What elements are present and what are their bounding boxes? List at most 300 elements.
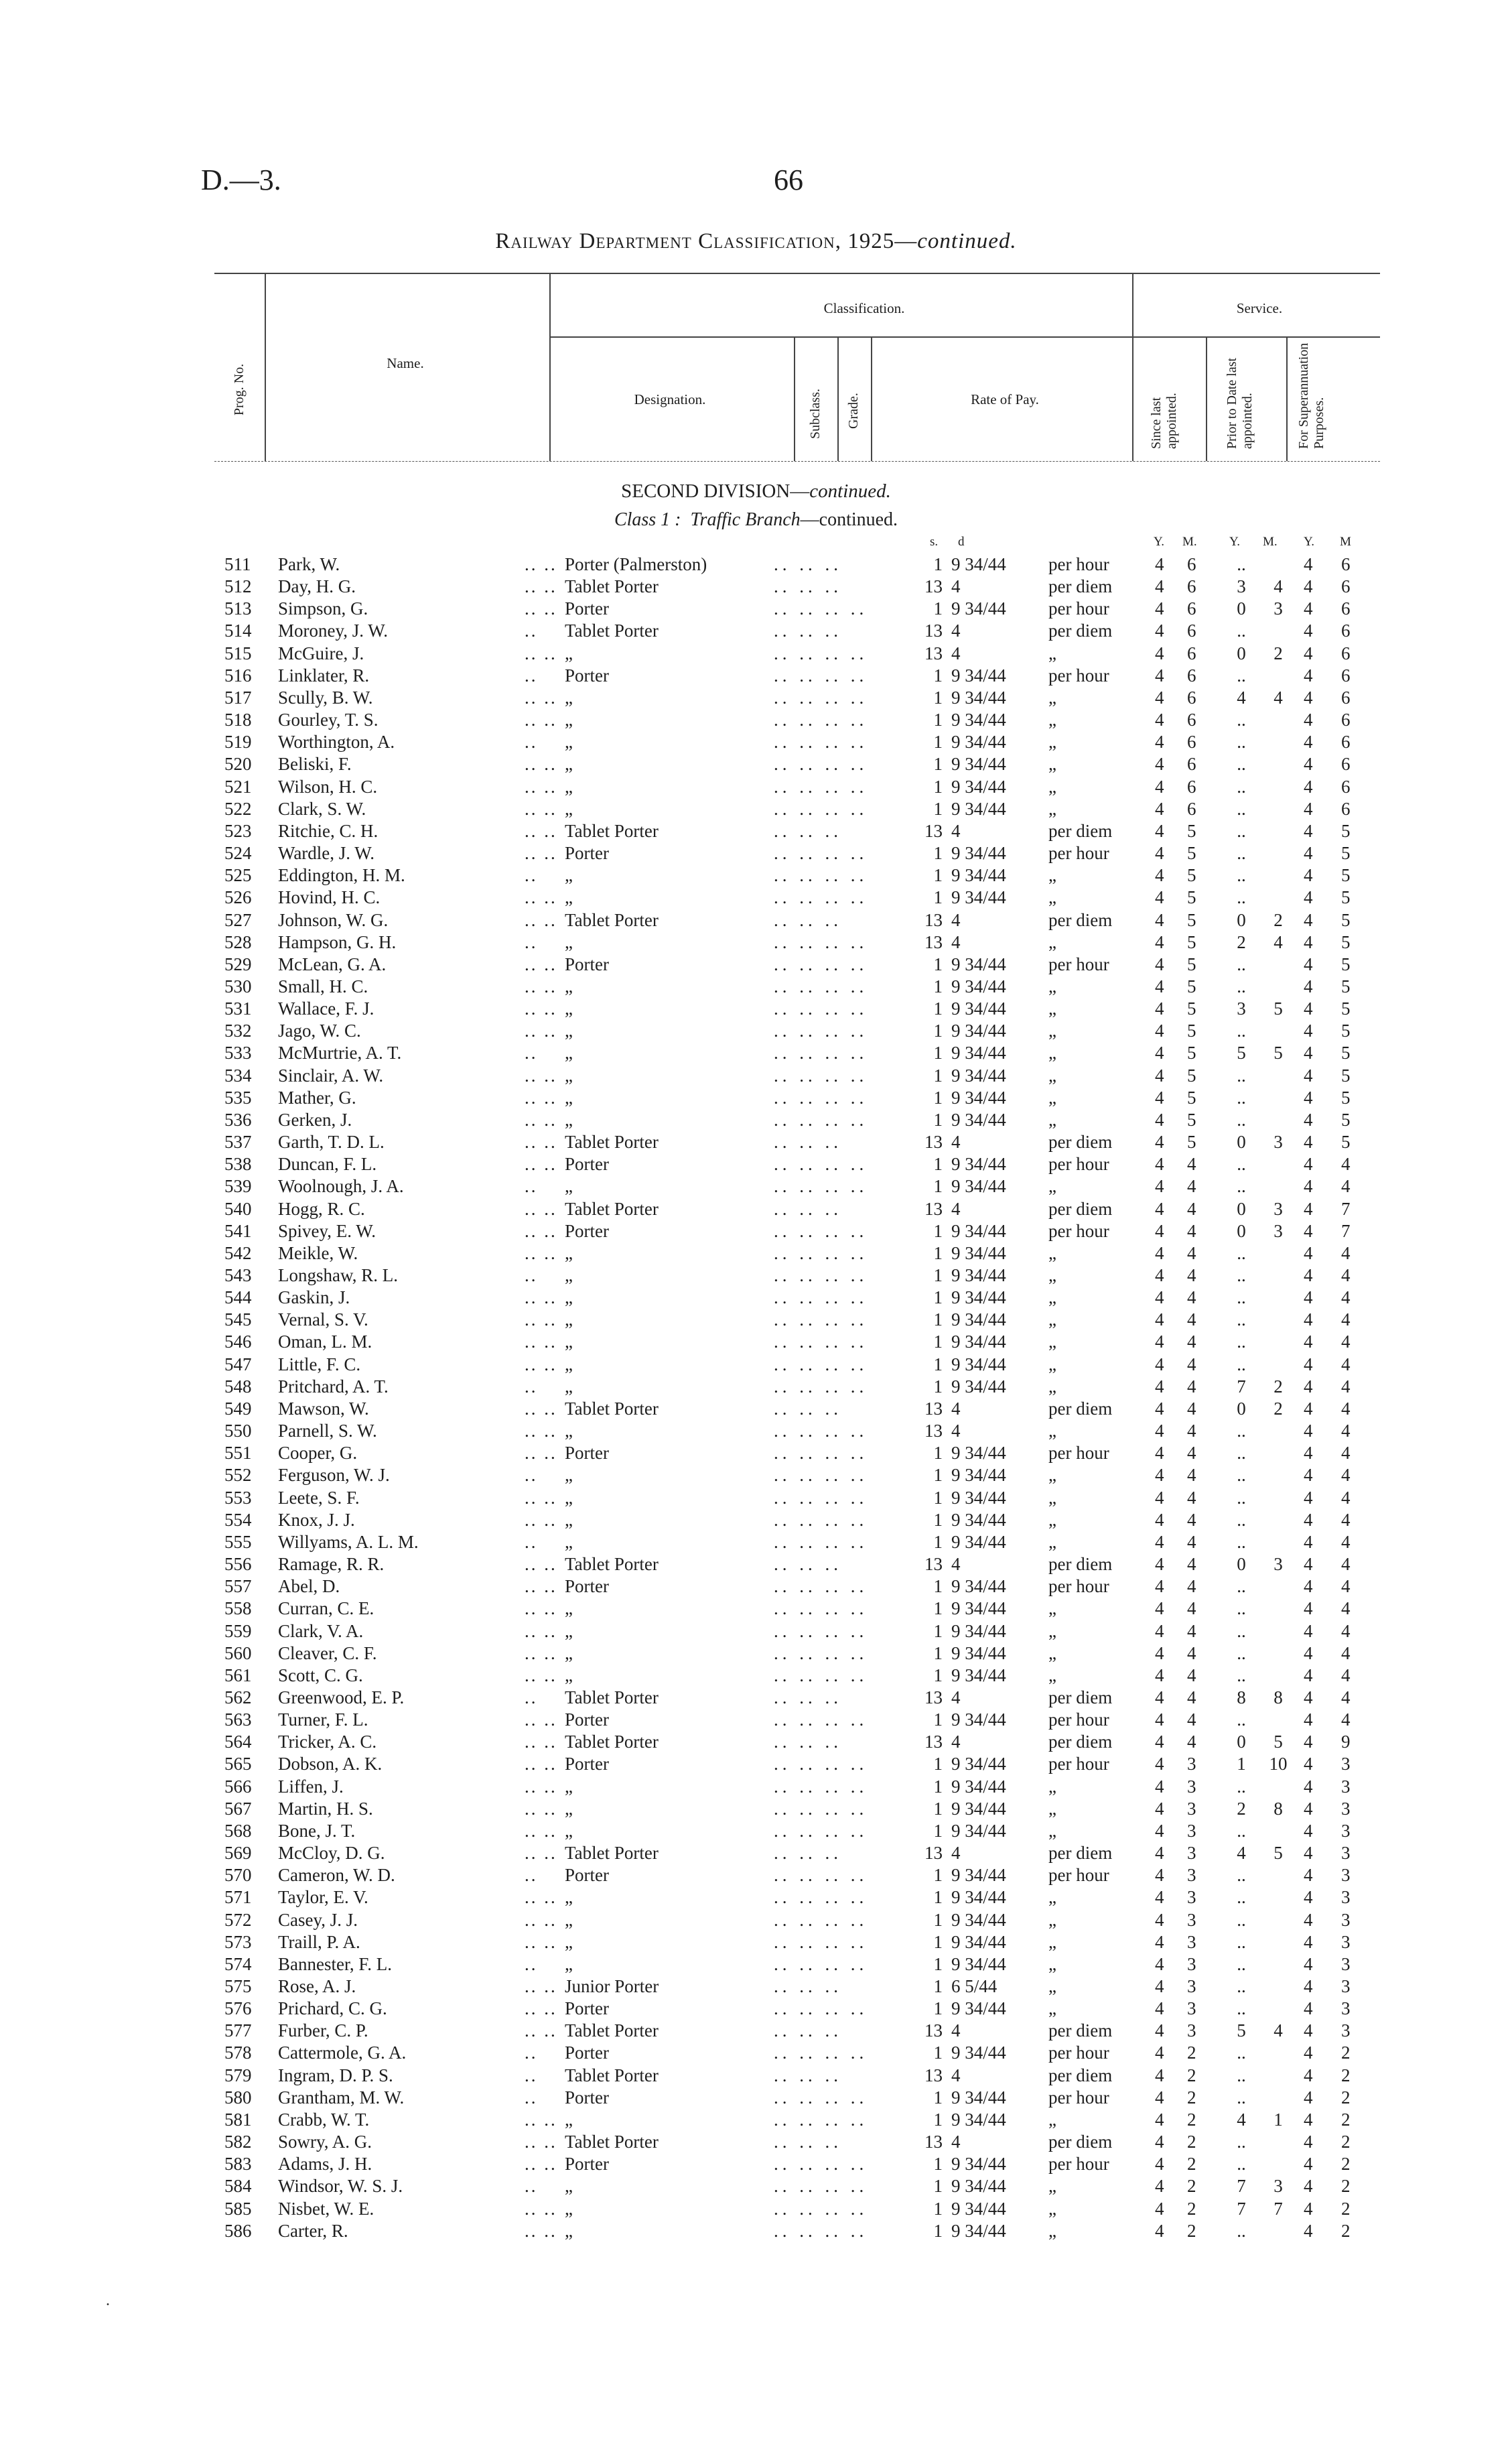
rate-shillings: 13 bbox=[924, 1132, 943, 1153]
table-row bbox=[0, 2131, 1512, 2153]
super-years: 4 bbox=[1304, 2198, 1313, 2219]
leader-dots: .. .. .. .. bbox=[774, 976, 868, 996]
super-years: 4 bbox=[1304, 1953, 1313, 1974]
leader-dots: .. .. .. .. bbox=[774, 1220, 868, 1241]
super-months: 4 bbox=[1341, 1487, 1351, 1508]
leader-dots: .. .. .. .. bbox=[774, 2087, 868, 2108]
leader-dots: .. .. .. .. bbox=[774, 1576, 868, 1597]
classification-rule bbox=[549, 336, 1380, 338]
since-months: 5 bbox=[1187, 1065, 1196, 1086]
rate-pence: 4 bbox=[951, 1132, 961, 1153]
super-months: 4 bbox=[1341, 1309, 1351, 1330]
prior-years: .. bbox=[1237, 2043, 1246, 2063]
leader-dots: .. .. .. .. bbox=[774, 1309, 868, 1330]
rate-pence: 9 34/44 bbox=[951, 843, 1006, 864]
since-months: 5 bbox=[1187, 998, 1196, 1019]
table-row bbox=[0, 687, 1512, 709]
rate-pence: 9 34/44 bbox=[951, 1931, 1006, 1952]
prog-no: 517 bbox=[224, 687, 252, 708]
rate-shillings: 1 bbox=[933, 1665, 943, 1685]
class-title: Class 1 : Traffic Branch—continued. bbox=[614, 509, 898, 530]
employee-name: Scully, B. W. bbox=[278, 687, 373, 708]
employee-name: Ramage, R. R. bbox=[278, 1554, 385, 1575]
leader-dots: .. .. .. .. bbox=[774, 1465, 868, 1486]
prior-months: 5 bbox=[1274, 1732, 1283, 1752]
prior-years: .. bbox=[1237, 1487, 1246, 1508]
leader-dots: .. .. .. .. bbox=[774, 1909, 868, 1930]
super-months: 4 bbox=[1341, 1620, 1351, 1641]
leader-dots: .. .. bbox=[525, 1576, 557, 1597]
leader-dots: .. .. bbox=[525, 1909, 557, 1930]
super-years: 4 bbox=[1304, 1598, 1313, 1619]
super-years: 4 bbox=[1304, 2109, 1313, 2130]
prog-no: 546 bbox=[224, 1332, 252, 1352]
super-months: 6 bbox=[1341, 598, 1351, 619]
prog-no-header: Prog. No. bbox=[232, 363, 247, 415]
leader-dots: .. .. bbox=[525, 820, 557, 841]
since-years: 4 bbox=[1155, 798, 1164, 819]
designation: „ bbox=[565, 2109, 573, 2130]
super-years: 4 bbox=[1304, 1665, 1313, 1685]
super-years: 4 bbox=[1304, 1021, 1313, 1041]
leader-dots: .. .. bbox=[525, 554, 557, 574]
super-years: 4 bbox=[1304, 1976, 1313, 1996]
since-years: 4 bbox=[1155, 1909, 1164, 1930]
since-years: 4 bbox=[1155, 843, 1164, 864]
prior-months: 4 bbox=[1274, 931, 1283, 952]
rate-shillings: 1 bbox=[933, 1909, 943, 1930]
prog-no: 566 bbox=[224, 1776, 252, 1797]
super-months: 3 bbox=[1341, 1931, 1351, 1952]
prior-years: .. bbox=[1237, 798, 1246, 819]
prior-months: 3 bbox=[1274, 1554, 1283, 1575]
prog-no: 574 bbox=[224, 1953, 252, 1974]
designation: Porter bbox=[565, 2043, 609, 2063]
designation: „ bbox=[565, 1887, 573, 1908]
rate-period: „ bbox=[1048, 931, 1056, 952]
division-title: SECOND DIVISION—continued. bbox=[621, 480, 891, 502]
rate-pence: 4 bbox=[951, 2020, 961, 2041]
since-months: 4 bbox=[1187, 1443, 1196, 1464]
super-years: 4 bbox=[1304, 2220, 1313, 2241]
designation: „ bbox=[565, 1354, 573, 1374]
employee-name: Pritchard, A. T. bbox=[278, 1376, 389, 1397]
rate-shillings: 1 bbox=[933, 1332, 943, 1352]
prior-months: 10 bbox=[1269, 1754, 1288, 1774]
employee-name: Martin, H. S. bbox=[278, 1798, 373, 1819]
leader-dots: .. .. bbox=[525, 1198, 557, 1219]
leader-dots: .. .. bbox=[525, 954, 557, 974]
rate-period: per diem bbox=[1048, 1398, 1113, 1419]
super-months: 2 bbox=[1341, 2176, 1351, 2197]
employee-name: Willyams, A. L. M. bbox=[278, 1531, 419, 1552]
prior-years: 0 bbox=[1237, 1554, 1246, 1575]
super-months: 4 bbox=[1341, 1354, 1351, 1374]
prior-years: .. bbox=[1237, 2154, 1246, 2175]
leader-dots: .. .. .. .. bbox=[774, 954, 868, 974]
leader-dots: .. .. .. bbox=[774, 1976, 842, 1996]
rate-pence: 4 bbox=[951, 909, 961, 930]
designation: „ bbox=[565, 1820, 573, 1841]
prog-no: 570 bbox=[224, 1865, 252, 1886]
leader-dots: .. bbox=[525, 1865, 538, 1886]
unit-months-since: M. bbox=[1182, 535, 1197, 549]
rate-period: „ bbox=[1048, 1953, 1056, 1974]
prior-years: 4 bbox=[1237, 2109, 1246, 2130]
employee-name: Bone, J. T. bbox=[278, 1820, 356, 1841]
table-row bbox=[0, 2220, 1512, 2242]
table-row bbox=[0, 1042, 1512, 1064]
leader-dots: .. .. .. .. bbox=[774, 598, 868, 619]
prior-years: .. bbox=[1237, 820, 1246, 841]
since-years: 4 bbox=[1155, 687, 1164, 708]
prior-years: .. bbox=[1237, 1776, 1246, 1797]
since-months: 2 bbox=[1187, 2132, 1196, 2152]
employee-name: Traill, P. A. bbox=[278, 1931, 360, 1952]
super-years: 4 bbox=[1304, 643, 1313, 663]
prior-years: .. bbox=[1237, 1421, 1246, 1441]
grade-header: Grade. bbox=[846, 393, 861, 429]
super-months: 6 bbox=[1341, 665, 1351, 686]
prog-no: 558 bbox=[224, 1598, 252, 1619]
prog-no: 567 bbox=[224, 1798, 252, 1819]
rate-period: per diem bbox=[1048, 1843, 1113, 1864]
rate-shillings: 1 bbox=[933, 1776, 943, 1797]
prog-no: 544 bbox=[224, 1287, 252, 1308]
leader-dots: .. .. bbox=[525, 1487, 557, 1508]
since-years: 4 bbox=[1155, 1176, 1164, 1197]
table-row bbox=[0, 1731, 1512, 1753]
rate-pence: 9 34/44 bbox=[951, 1287, 1006, 1308]
designation: Tablet Porter bbox=[565, 1198, 659, 1219]
since-years: 4 bbox=[1155, 1265, 1164, 1285]
since-years: 4 bbox=[1155, 1776, 1164, 1797]
leader-dots: .. .. bbox=[525, 776, 557, 797]
table-row bbox=[0, 1398, 1512, 1420]
table-row bbox=[0, 1153, 1512, 1175]
since-months: 3 bbox=[1187, 1909, 1196, 1930]
super-years: 4 bbox=[1304, 1576, 1313, 1597]
leader-dots: .. .. .. .. bbox=[774, 1598, 868, 1619]
super-years: 4 bbox=[1304, 1087, 1313, 1108]
prior-years: .. bbox=[1237, 1576, 1246, 1597]
leader-dots: .. .. .. .. bbox=[774, 1931, 868, 1952]
super-months: 5 bbox=[1341, 1065, 1351, 1086]
since-years: 4 bbox=[1155, 1598, 1164, 1619]
rate-shillings: 1 bbox=[933, 2087, 943, 2108]
since-years: 4 bbox=[1155, 1065, 1164, 1086]
employee-name: Greenwood, E. P. bbox=[278, 1687, 405, 1707]
since-months: 4 bbox=[1187, 1687, 1196, 1707]
rate-period: per diem bbox=[1048, 820, 1113, 841]
employee-name: Prichard, C. G. bbox=[278, 1998, 387, 2019]
prog-no: 512 bbox=[224, 576, 252, 597]
prior-years: 0 bbox=[1237, 1198, 1246, 1219]
designation: „ bbox=[565, 1021, 573, 1041]
since-months: 3 bbox=[1187, 1998, 1196, 2019]
leader-dots: .. .. .. bbox=[774, 1843, 842, 1864]
leader-dots: .. bbox=[525, 1265, 538, 1285]
prior-years: 5 bbox=[1237, 2020, 1246, 2041]
leader-dots: .. .. .. .. bbox=[774, 754, 868, 775]
rate-shillings: 1 bbox=[933, 732, 943, 753]
designation: „ bbox=[565, 1087, 573, 1108]
super-months: 4 bbox=[1341, 1465, 1351, 1486]
since-months: 5 bbox=[1187, 820, 1196, 841]
rate-shillings: 1 bbox=[933, 2176, 943, 2197]
since-years: 4 bbox=[1155, 554, 1164, 574]
super-months: 4 bbox=[1341, 1665, 1351, 1685]
prior-years: .. bbox=[1237, 1709, 1246, 1730]
rate-shillings: 1 bbox=[933, 1376, 943, 1397]
table-row bbox=[0, 1354, 1512, 1376]
rate-pence: 9 34/44 bbox=[951, 1909, 1006, 1930]
employee-name: Bannester, F. L. bbox=[278, 1953, 392, 1974]
leader-dots: .. .. .. .. bbox=[774, 732, 868, 753]
rate-pence: 9 34/44 bbox=[951, 554, 1006, 574]
super-years: 4 bbox=[1304, 1865, 1313, 1886]
since-years: 4 bbox=[1155, 1931, 1164, 1952]
leader-dots: .. bbox=[525, 732, 538, 753]
super-months: 5 bbox=[1341, 998, 1351, 1019]
leader-dots: .. .. bbox=[525, 598, 557, 619]
super-years: 4 bbox=[1304, 820, 1313, 841]
leader-dots: .. bbox=[525, 1176, 538, 1197]
super-months: 5 bbox=[1341, 931, 1351, 952]
leader-dots: .. .. bbox=[525, 1998, 557, 2019]
prior-months: 2 bbox=[1274, 643, 1283, 663]
super-years: 4 bbox=[1304, 1998, 1313, 2019]
leader-dots: .. .. bbox=[525, 1421, 557, 1441]
leader-dots: .. .. .. .. bbox=[774, 1865, 868, 1886]
super-years: 4 bbox=[1304, 665, 1313, 686]
prior-months: 2 bbox=[1274, 1398, 1283, 1419]
designation: „ bbox=[565, 931, 573, 952]
leader-dots: .. .. bbox=[525, 643, 557, 663]
rate-pence: 9 34/44 bbox=[951, 954, 1006, 974]
leader-dots: .. .. bbox=[525, 1332, 557, 1352]
super-months: 6 bbox=[1341, 798, 1351, 819]
table-row bbox=[0, 1287, 1512, 1309]
leader-dots: .. bbox=[525, 2176, 538, 2197]
prior-months: 5 bbox=[1274, 1043, 1283, 1063]
rate-period: „ bbox=[1048, 1776, 1056, 1797]
super-months: 9 bbox=[1341, 1732, 1351, 1752]
leader-dots: .. .. bbox=[525, 754, 557, 775]
super-years: 4 bbox=[1304, 1176, 1313, 1197]
rate-shillings: 13 bbox=[924, 1554, 943, 1575]
designation: „ bbox=[565, 976, 573, 996]
super-years: 4 bbox=[1304, 843, 1313, 864]
prior-months: 1 bbox=[1274, 2109, 1283, 2130]
prog-no: 511 bbox=[224, 554, 251, 574]
leader-dots: .. .. .. .. bbox=[774, 1065, 868, 1086]
super-years: 4 bbox=[1304, 776, 1313, 797]
since-years: 4 bbox=[1155, 1242, 1164, 1263]
prior-years: .. bbox=[1237, 1976, 1246, 1996]
prog-no: 534 bbox=[224, 1065, 252, 1086]
leader-dots: .. .. bbox=[525, 1665, 557, 1685]
rate-period: per hour bbox=[1048, 1865, 1109, 1886]
leader-dots: .. .. .. .. bbox=[774, 1354, 868, 1374]
leader-dots: .. .. bbox=[525, 1065, 557, 1086]
rate-period: „ bbox=[1048, 1309, 1056, 1330]
unit-years-prior: Y. bbox=[1229, 535, 1241, 549]
rate-period: per diem bbox=[1048, 1732, 1113, 1752]
leader-dots: .. bbox=[525, 2087, 538, 2108]
leader-dots: .. .. .. .. bbox=[774, 887, 868, 908]
employee-name: Furber, C. P. bbox=[278, 2020, 368, 2041]
rate-period: „ bbox=[1048, 1087, 1056, 1108]
table-row bbox=[0, 709, 1512, 731]
employee-name: Cleaver, C. F. bbox=[278, 1642, 377, 1663]
prog-no: 569 bbox=[224, 1843, 252, 1864]
leader-dots: .. bbox=[525, 931, 538, 952]
leader-dots: .. bbox=[525, 2065, 538, 2085]
table-row bbox=[0, 1242, 1512, 1265]
since-months: 4 bbox=[1187, 1376, 1196, 1397]
rate-period: per hour bbox=[1048, 954, 1109, 974]
since-years: 4 bbox=[1155, 710, 1164, 730]
rate-pence: 9 34/44 bbox=[951, 732, 1006, 753]
designation: Tablet Porter bbox=[565, 1554, 659, 1575]
prior-years: .. bbox=[1237, 776, 1246, 797]
since-years: 4 bbox=[1155, 1465, 1164, 1486]
super-years: 4 bbox=[1304, 2132, 1313, 2152]
designation: Tablet Porter bbox=[565, 820, 659, 841]
table-row bbox=[0, 2153, 1512, 2175]
since-months: 4 bbox=[1187, 1531, 1196, 1552]
since-years: 4 bbox=[1155, 621, 1164, 641]
super-years: 4 bbox=[1304, 732, 1313, 753]
rate-shillings: 1 bbox=[933, 1154, 943, 1175]
prior-years: .. bbox=[1237, 1953, 1246, 1974]
prog-no: 580 bbox=[224, 2087, 252, 2108]
table-row bbox=[0, 1975, 1512, 1998]
rate-shillings: 1 bbox=[933, 1109, 943, 1130]
rate-shillings: 1 bbox=[933, 1220, 943, 1241]
rate-pence: 9 34/44 bbox=[951, 2176, 1006, 2197]
since-years: 4 bbox=[1155, 1865, 1164, 1886]
prior-years: 7 bbox=[1237, 2176, 1246, 2197]
since-months: 4 bbox=[1187, 1220, 1196, 1241]
super-months: 3 bbox=[1341, 1843, 1351, 1864]
rate-shillings: 13 bbox=[924, 1398, 943, 1419]
leader-dots: .. .. bbox=[525, 1798, 557, 1819]
super-months: 4 bbox=[1341, 1376, 1351, 1397]
rate-pence: 9 34/44 bbox=[951, 865, 1006, 886]
table-row bbox=[0, 998, 1512, 1020]
rate-period: „ bbox=[1048, 2109, 1056, 2130]
leader-dots: .. bbox=[525, 1465, 538, 1486]
super-months: 2 bbox=[1341, 2198, 1351, 2219]
since-months: 6 bbox=[1187, 643, 1196, 663]
since-years: 4 bbox=[1155, 1087, 1164, 1108]
rate-shillings: 1 bbox=[933, 1754, 943, 1774]
employee-name: Sowry, A. G. bbox=[278, 2132, 372, 2152]
super-years: 4 bbox=[1304, 1931, 1313, 1952]
rate-pence: 9 34/44 bbox=[951, 1242, 1006, 1263]
employee-name: Grantham, M. W. bbox=[278, 2087, 405, 2108]
rate-shillings: 13 bbox=[924, 909, 943, 930]
super-months: 2 bbox=[1341, 2154, 1351, 2175]
rate-shillings: 1 bbox=[933, 1620, 943, 1641]
employee-name: Mawson, W. bbox=[278, 1398, 369, 1419]
rate-shillings: 1 bbox=[933, 887, 943, 908]
table-row bbox=[0, 1420, 1512, 1442]
rate-pence: 9 34/44 bbox=[951, 1465, 1006, 1486]
rate-period: per diem bbox=[1048, 2020, 1113, 2041]
prior-months: 2 bbox=[1274, 1376, 1283, 1397]
leader-dots: .. bbox=[525, 665, 538, 686]
prog-no: 547 bbox=[224, 1354, 252, 1374]
prior-years: .. bbox=[1237, 1065, 1246, 1086]
super-years: 4 bbox=[1304, 954, 1313, 974]
employee-name: Casey, J. J. bbox=[278, 1909, 358, 1930]
rate-period: „ bbox=[1048, 1065, 1056, 1086]
prog-no: 542 bbox=[224, 1242, 252, 1263]
since-months: 5 bbox=[1187, 909, 1196, 930]
designation: „ bbox=[565, 1065, 573, 1086]
rate-shillings: 1 bbox=[933, 1865, 943, 1886]
table-row bbox=[0, 598, 1512, 620]
prog-no: 523 bbox=[224, 820, 252, 841]
prior-years: 0 bbox=[1237, 1398, 1246, 1419]
designation: Tablet Porter bbox=[565, 2132, 659, 2152]
leader-dots: .. .. bbox=[525, 1620, 557, 1641]
since-months: 2 bbox=[1187, 2220, 1196, 2241]
since-months: 5 bbox=[1187, 887, 1196, 908]
rate-shillings: 1 bbox=[933, 710, 943, 730]
employee-name: Simpson, G. bbox=[278, 598, 368, 619]
table-row bbox=[0, 1509, 1512, 1531]
prior-years: 8 bbox=[1237, 1687, 1246, 1707]
table-row bbox=[0, 864, 1512, 887]
employee-name: Vernal, S. V. bbox=[278, 1309, 368, 1330]
rate-shillings: 13 bbox=[924, 1198, 943, 1219]
rate-shillings: 13 bbox=[924, 820, 943, 841]
rate-pence: 9 34/44 bbox=[951, 798, 1006, 819]
designation: Porter bbox=[565, 1754, 609, 1774]
table-row bbox=[0, 1798, 1512, 1820]
prog-no: 562 bbox=[224, 1687, 252, 1707]
prior-years: .. bbox=[1237, 1354, 1246, 1374]
since-years: 4 bbox=[1155, 1953, 1164, 1974]
rate-pence: 4 bbox=[951, 1198, 961, 1219]
designation: „ bbox=[565, 1265, 573, 1285]
super-months: 2 bbox=[1341, 2132, 1351, 2152]
rate-period: per hour bbox=[1048, 554, 1109, 574]
designation: Porter bbox=[565, 2154, 609, 2175]
super-months: 3 bbox=[1341, 1909, 1351, 1930]
since-months: 3 bbox=[1187, 2020, 1196, 2041]
prior-years: 0 bbox=[1237, 643, 1246, 663]
rate-period: „ bbox=[1048, 1598, 1056, 1619]
leader-dots: .. .. .. .. bbox=[774, 2109, 868, 2130]
designation: „ bbox=[565, 1309, 573, 1330]
prior-years: 3 bbox=[1237, 576, 1246, 597]
leader-dots: .. .. bbox=[525, 1709, 557, 1730]
super-years: 4 bbox=[1304, 1065, 1313, 1086]
prior-years: 1 bbox=[1237, 1754, 1246, 1774]
designation: „ bbox=[565, 1953, 573, 1974]
designation: Tablet Porter bbox=[565, 2065, 659, 2085]
leader-dots: .. .. bbox=[525, 1754, 557, 1774]
employee-name: Longshaw, R. L. bbox=[278, 1265, 398, 1285]
since-years: 4 bbox=[1155, 2132, 1164, 2152]
rate-period: per hour bbox=[1048, 1154, 1109, 1175]
since-years: 4 bbox=[1155, 754, 1164, 775]
